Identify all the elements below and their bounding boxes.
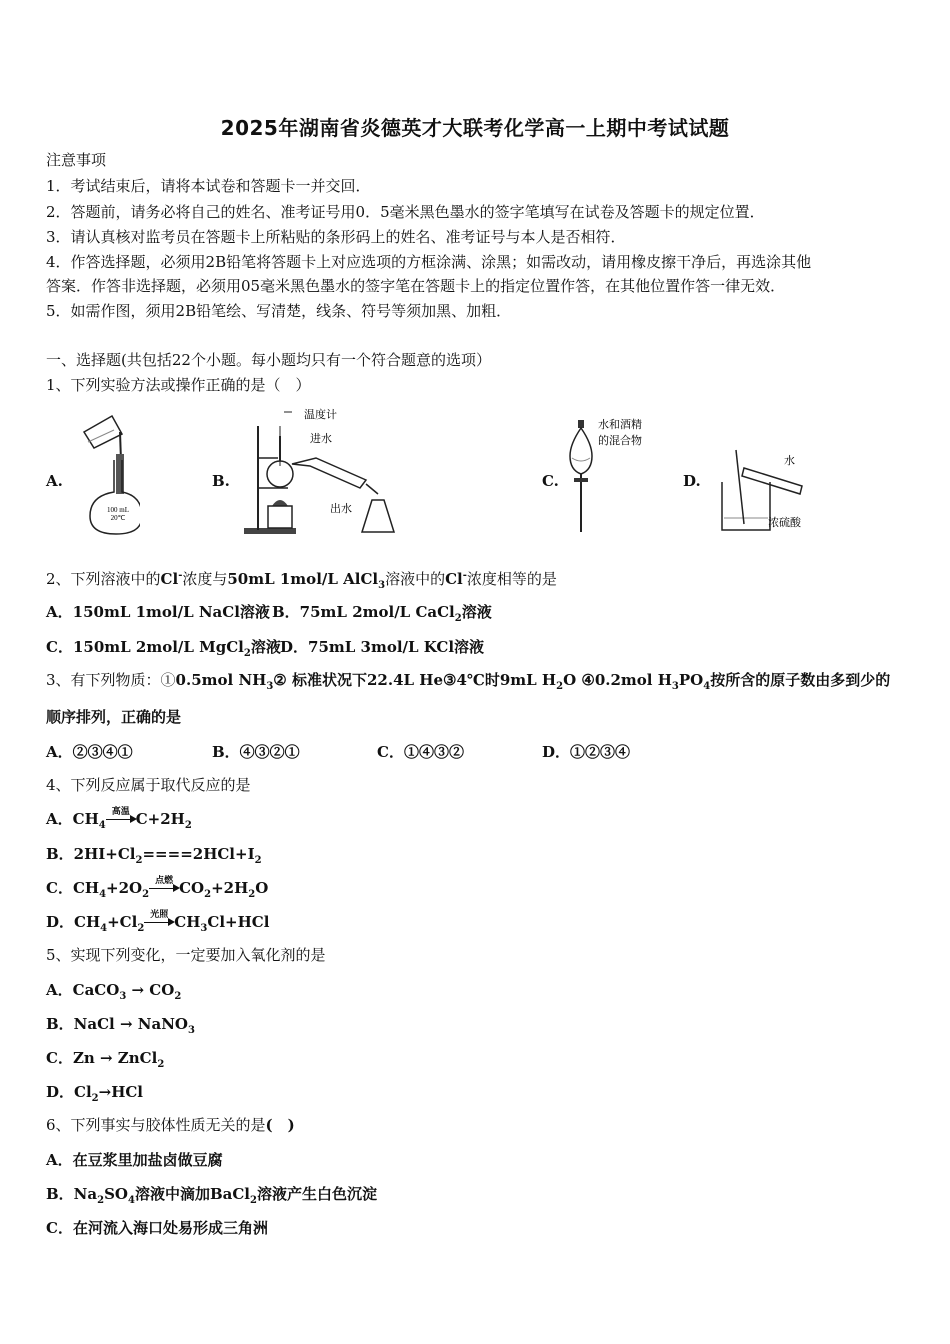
q2-option-c: C．150mL 2mol/L MgCl$_2$溶液 — [46, 638, 281, 659]
q6-option-b: B．$Na_2SO_4$溶液中滴加BaCl$_2$溶液产生白色沉淀 — [46, 1185, 377, 1206]
q1-option-c-label: C. — [542, 472, 559, 490]
water-out-label: 出水 — [330, 502, 352, 515]
question-4-stem: 4、下列反应属于取代反应的是 — [46, 776, 251, 794]
q1-figure-b-distillation — [238, 406, 398, 538]
reaction-arrow-icon: 光照 — [144, 913, 174, 933]
notice-item: 3．请认真核对监考员在答题卡上所粘贴的条形码上的姓名、准考证号与本人是否相符． — [46, 228, 626, 246]
q5-option-c: C．Zn → ZnCl$_2$ — [46, 1049, 165, 1070]
water-label: 水 — [784, 454, 795, 467]
q5-option-d: D．$Cl_2\to HCl$ — [46, 1083, 144, 1104]
q2-option-b: B．75mL 2mol/L CaCl$_2$溶液 — [272, 603, 492, 624]
q1-option-d-label: D. — [683, 472, 701, 490]
q5-option-a: A．CaCO$_3$ → $CO_2$ — [46, 981, 182, 1002]
notice-item: 1．考试结束后，请将本试卷和答题卡一并交回． — [46, 177, 371, 195]
q3-option-a: A．②③④① — [46, 743, 133, 761]
q1-figure-a-volumetric-flask — [72, 410, 140, 538]
question-5-stem: 5、实现下列变化，一定要加入氧化剂的是 — [46, 946, 326, 964]
q1-figure-c-separatory-funnel — [566, 414, 666, 538]
q2-option-a: A．150mL 1mol/L NaCl溶液 — [46, 603, 270, 621]
q6-option-c: C．在河流入海口处易形成三角洲 — [46, 1219, 268, 1237]
q4-option-a: A．$CH_4$ 高温 $C+2H_2$ — [46, 807, 192, 831]
notice-item: 4．作答选择题，必须用2B铅笔将答题卡上对应选项的方框涂满、涂黑；如需改动，请用橡皮擦干净后，再选涂其他 — [46, 253, 812, 271]
question-3-stem-cont: 顺序排列，正确的是 — [46, 708, 182, 726]
thermometer-label: 温度计 — [304, 408, 337, 421]
section-heading: 一、选择题(共包括22个小题。每小题均只有一个符合题意的选项） — [46, 351, 491, 369]
q4-option-b: B．$2HI+Cl_2====2HCl+I_2$ — [46, 845, 262, 866]
q3-option-d: D．①②③④ — [542, 743, 631, 761]
reaction-arrow-icon: 高温 — [106, 810, 136, 830]
page-title: 2025年湖南省炎德英才大联考化学高一上期中考试试题 — [220, 116, 730, 140]
mixture-label: 的混合物 — [598, 434, 642, 447]
reaction-arrow-icon: 点燃 — [149, 879, 179, 899]
q1-figure-d-dilution — [714, 446, 836, 536]
q4-option-c: C．$CH_4+2O_2$ 点燃 $CO_2+2H_2O$ — [46, 876, 269, 900]
water-in-label: 进水 — [310, 432, 332, 445]
q1-option-b-label: B. — [212, 472, 230, 490]
question-2-stem: 2、下列溶液中的Cl-浓度与50mL 1mol/L AlCl$_3$溶液中的Cl-浓度相等的是 — [46, 570, 557, 591]
q6-option-a: A．在豆浆里加盐卤做豆腐 — [46, 1151, 223, 1169]
question-1-stem: 1、下列实验方法或操作正确的是（ ） — [46, 376, 311, 394]
q3-option-c: C．①④③② — [377, 743, 464, 761]
notice-item: 2．答题前，请务必将自己的姓名、准考证号用0．5毫米黑色墨水的签字笔填写在试卷及答题卡的规定位置． — [46, 203, 765, 221]
question-3-stem: 3、有下列物质：①0.5mol $NH_3②$ 标准状况下22.4L He③4℃时9mL $H_2O$ ④0.2mol $H_3PO_4$按所含的原子数由多到少的 — [46, 671, 891, 692]
q1-option-a-label: A. — [46, 472, 63, 490]
flask-label: 100 mL — [107, 506, 129, 514]
q5-option-b: B．NaCl → NaNO$_3$ — [46, 1015, 195, 1036]
question-6-stem: 6、下列事实与胶体性质无关的是( ) — [46, 1116, 295, 1134]
q2-option-d: D．75mL 3mol/L KCl溶液 — [280, 638, 485, 656]
flask-label: 20℃ — [110, 514, 126, 522]
notice-item: 5．如需作图，须用2B铅笔绘、写清楚，线条、符号等须加黑、加粗． — [46, 302, 512, 320]
sulfuric-acid-label: 浓硫酸 — [768, 516, 801, 529]
q4-option-d: D．$CH_4+Cl_2$ 光照 $CH_3Cl+HCl$ — [46, 910, 270, 934]
mixture-label: 水和酒精 — [598, 418, 642, 431]
q3-option-b: B．④③②① — [212, 743, 300, 761]
notice-item: 答案．作答非选择题，必须用05毫米黑色墨水的签字笔在答题卡上的指定位置作答，在其他位置作答一律无效． — [46, 277, 786, 295]
notice-heading: 注意事项 — [46, 151, 107, 169]
